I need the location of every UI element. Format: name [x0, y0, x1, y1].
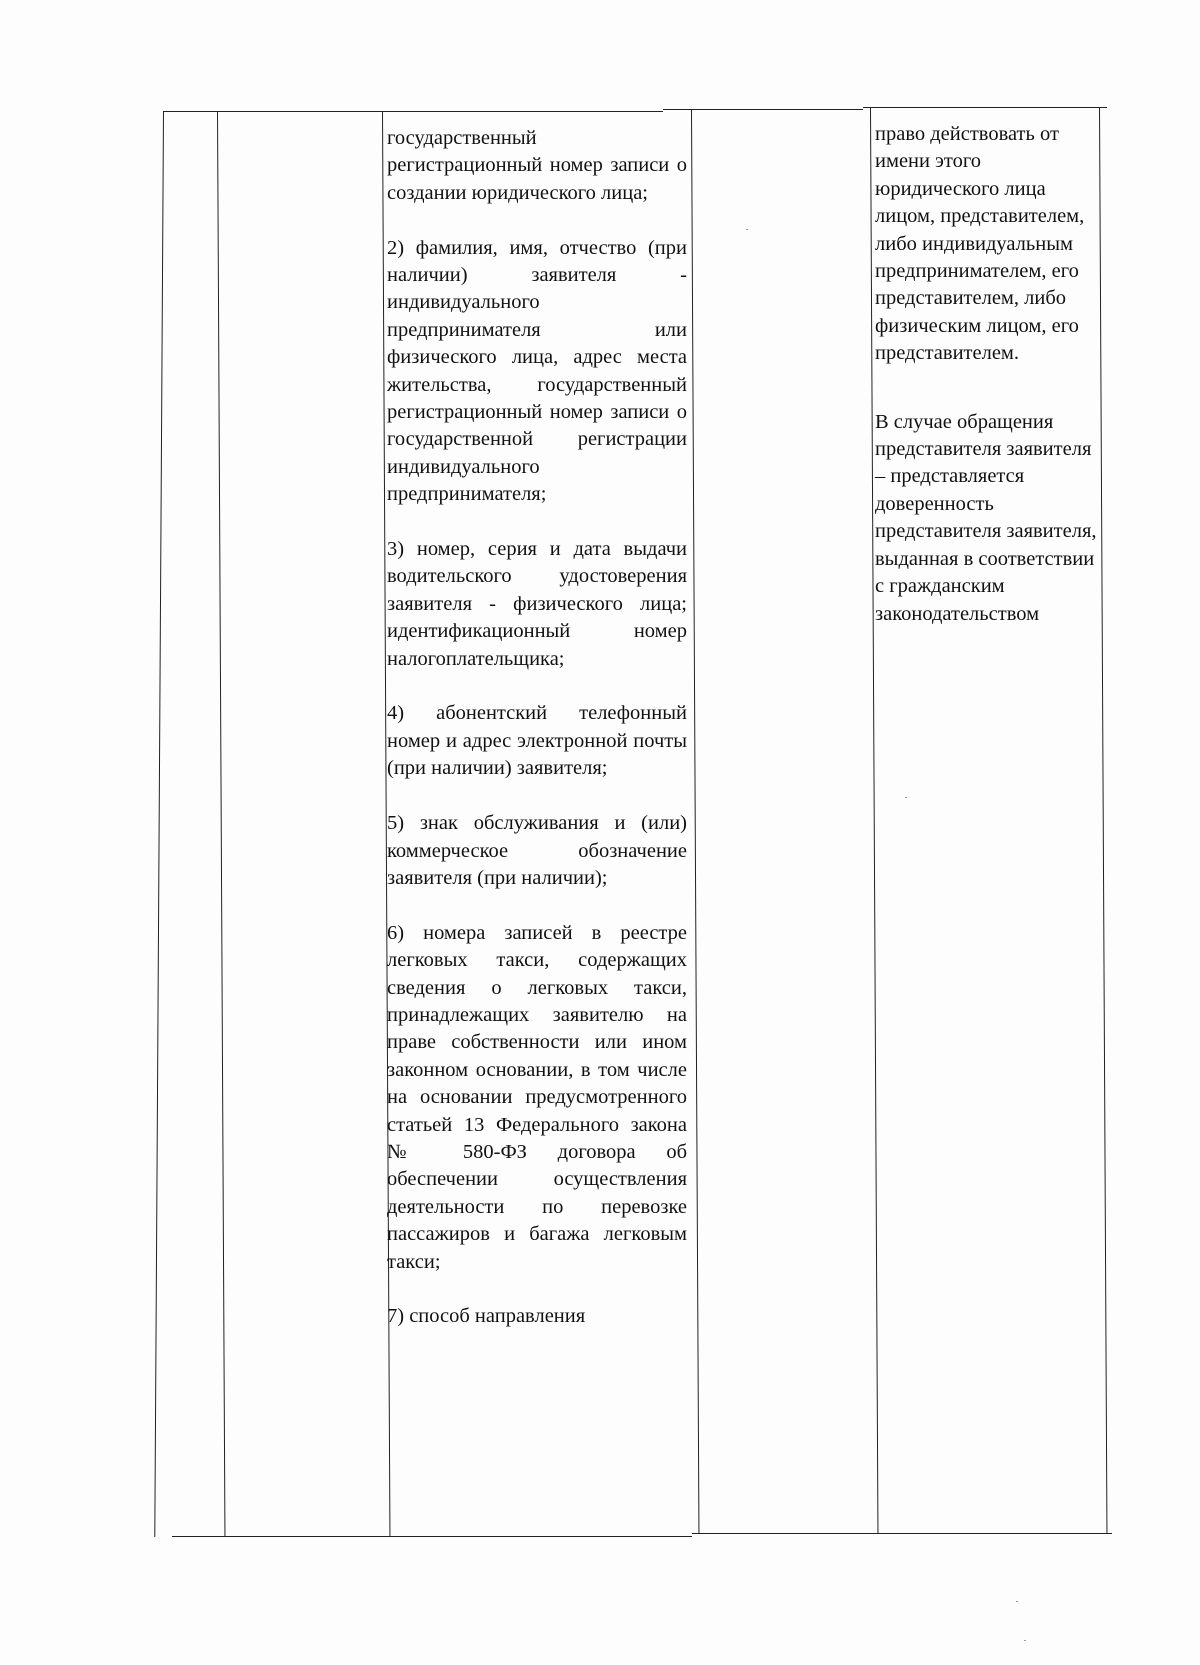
column-5-cell [875, 121, 1097, 628]
paragraph: государственный регистрационный номер записи о создании юридического лица; [387, 127, 687, 204]
paragraph: 3) номер, серия и дата выдачи водительского удостоверения заявителя - физического лица; идентификационный номер налогоплательщика; [387, 538, 687, 670]
paragraph: 4) абонентский телефонный номер и адрес электронной почты (при наличии) заявителя; [387, 702, 687, 780]
table-bottom-border [692, 1533, 1112, 1534]
column-border [1099, 107, 1107, 1534]
scan-speck [1016, 1601, 1018, 1602]
table-top-border [863, 107, 1107, 108]
table-top-border [663, 109, 863, 110]
column-border [154, 111, 164, 1537]
paragraph: 2) фамилия, имя, отчество (при наличии) заявителя - индивидуального предпринимателя или физического лица, адрес места жительства, государственный регистрационный номер записи о государственной регистрации индивидуального предпринимателя; [387, 236, 687, 506]
column-3-cell [387, 125, 687, 1331]
paragraph: право действовать от имени этого юридического лица лицом, представителем, либо индивидуальным предпринимателем, его представителем, либо физическим лицом, его представителем. [875, 123, 1085, 365]
table-bottom-border [172, 1536, 692, 1537]
scan-speck [1024, 1640, 1026, 1641]
paragraph: 6) номера записей в реестре легковых такси, содержащих сведения о легковых такси, принадлежащих заявителю на праве собственности или ином законном основании, в том числе на основании предусмотренного статьей 13 Федерального закона № 580-ФЗ договора об обеспечении осуществления деятельности по перевозке пассажиров и багажа легковым такси; [387, 921, 687, 1273]
column-border [691, 110, 699, 1534]
column-border [217, 111, 225, 1536]
scan-speck [905, 797, 907, 798]
table-top-border [163, 111, 663, 112]
paragraph: 5) знак обслуживания и (или) коммерческое обозначение заявителя (при наличии); [387, 812, 687, 889]
paragraph: 7) способ направления [387, 1305, 586, 1328]
scan-speck [746, 229, 748, 230]
paragraph: В случае обращения представителя заявителя – представляется доверенность представителя заявителя, выданная в соответствии с гражданским законодательством [875, 410, 1097, 625]
